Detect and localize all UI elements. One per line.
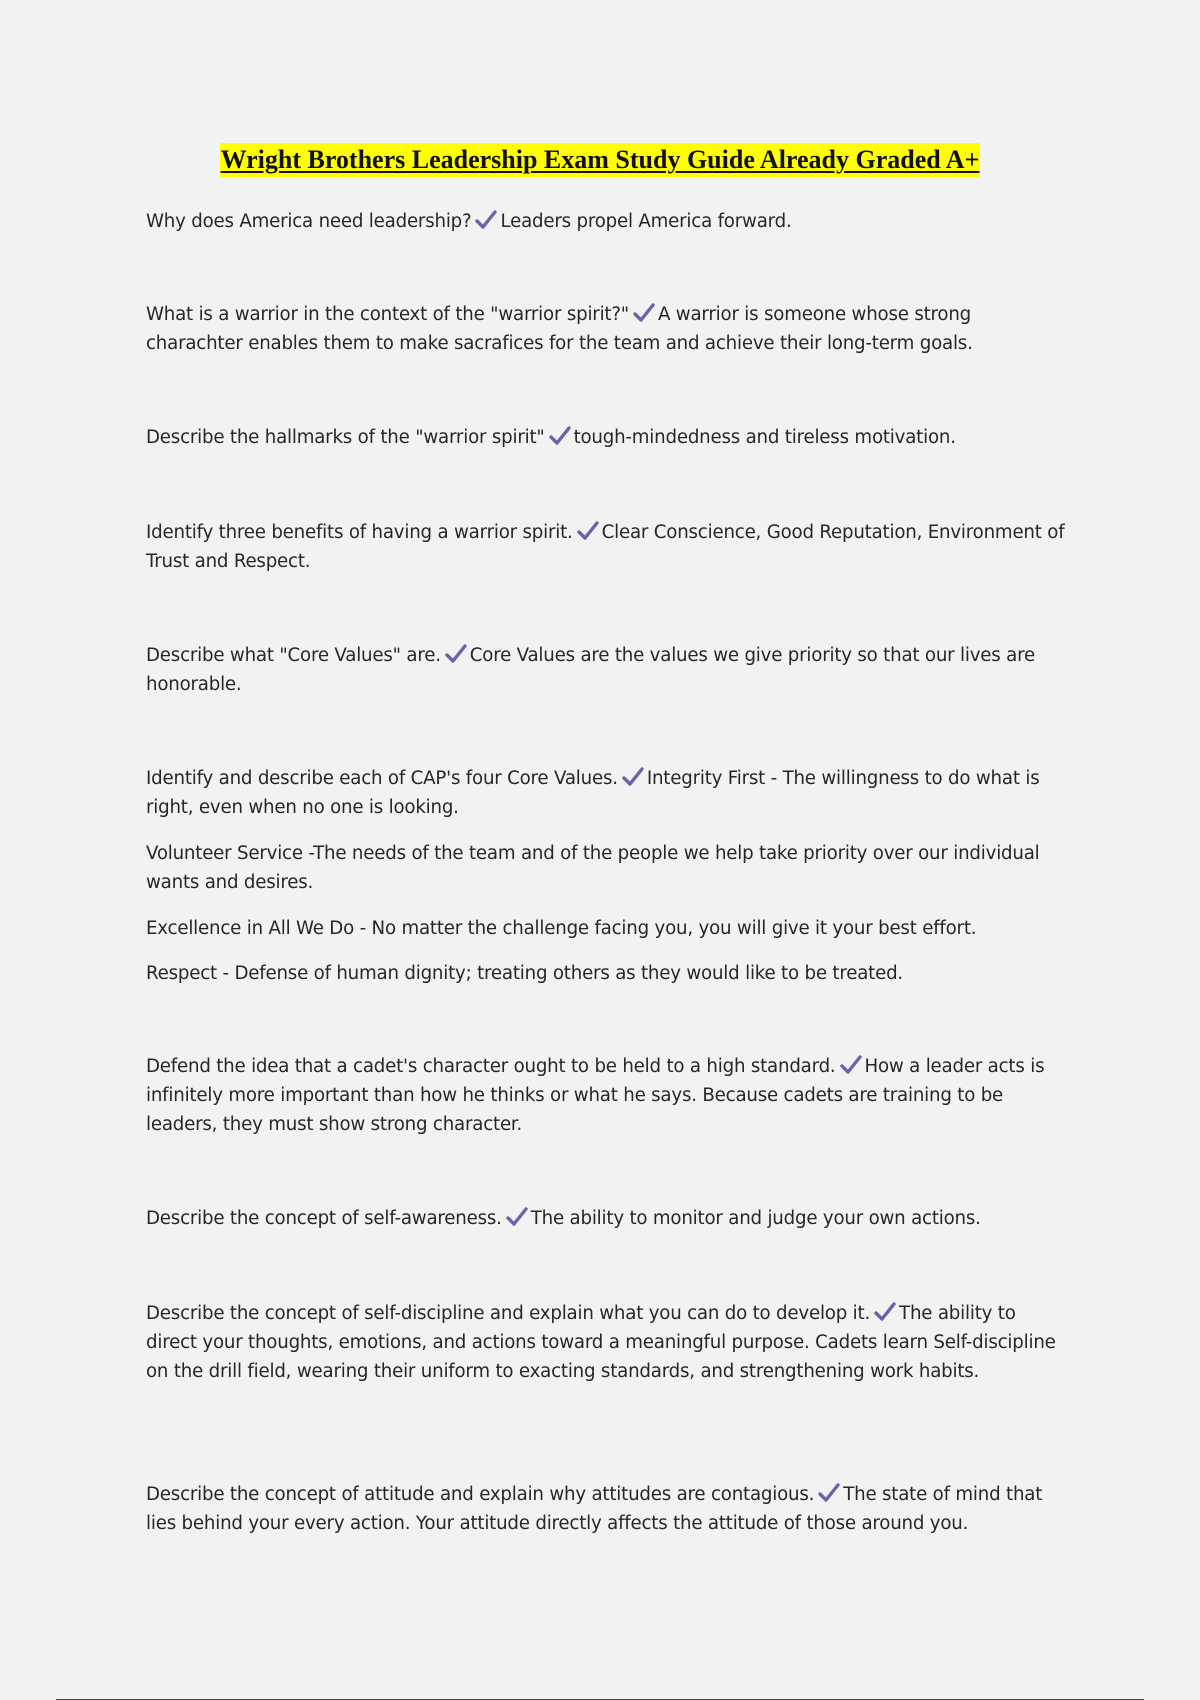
checkmark-icon: [633, 303, 655, 323]
question-text: Describe the concept of self-discipline and explain what you can do to develop it.: [146, 1303, 871, 1324]
qa-item-7: [146, 1052, 1068, 1139]
core-value-excellence: Excellence in All We Do - No matter the challenge facing you, you will give it your best effort.: [146, 918, 977, 939]
answer-text: Leaders propel America forward.: [500, 211, 792, 232]
qa-paragraph: [146, 518, 1068, 576]
qa-item-1: [146, 207, 1068, 236]
qa-paragraph: [146, 1480, 1068, 1538]
qa-item-10: [146, 1480, 1068, 1538]
qa-item-9: [146, 1299, 1068, 1386]
question-text: Identify and describe each of CAP's four Core Values.: [146, 768, 618, 789]
qa-item-8: [146, 1204, 1068, 1233]
title-wrap: [0, 143, 1200, 177]
answer-text: The ability to direct your thoughts, emotions, and actions toward a meaningful purpose. Cadets learn Self-discipline on the drill field, wearing their uniform to exacting standards, and strengthening work habits.: [146, 1303, 1056, 1382]
checkmark-icon: [445, 644, 467, 664]
qa-paragraph: [146, 423, 1068, 452]
checkmark-icon: [874, 1302, 896, 1322]
answer-text: How a leader acts is infinitely more important than how he thinks or what he says. Because cadets are training to be leaders, they must show strong character.: [146, 1056, 1045, 1135]
answer-text: The state of mind that lies behind your every action. Your attitude directly affects the attitude of those around you.: [146, 1484, 1043, 1534]
question-text: Identify three benefits of having a warrior spirit.: [146, 522, 573, 543]
question-text: Defend the idea that a cadet's character ought to be held to a high standard.: [146, 1056, 836, 1077]
answer-text: Core Values are the values we give priority so that our lives are honorable.: [146, 645, 1035, 695]
qa-paragraph: [146, 641, 1068, 699]
answer-text: Integrity First - The willingness to do what is right, even when no one is looking.: [146, 768, 1040, 818]
answer-text: A warrior is someone whose strong charachter enables them to make sacrafices for the team and achieve their long-term goals.: [146, 304, 973, 354]
checkmark-icon: [818, 1483, 840, 1503]
qa-paragraph: [146, 1204, 1068, 1233]
document-title: Wright Brothers Leadership Exam Study Guide Already Graded A+: [220, 143, 981, 177]
core-value-respect: Respect - Defense of human dignity; treating others as they would like to be treated.: [146, 963, 903, 984]
answer-text: tough-mindedness and tireless motivation.: [573, 427, 956, 448]
qa-paragraph: [146, 764, 1068, 822]
question-text: Describe the concept of self-awareness.: [146, 1208, 502, 1229]
checkmark-icon: [622, 767, 644, 787]
checkmark-icon: [577, 521, 599, 541]
checkmark-icon: [840, 1055, 862, 1075]
checkmark-icon: [506, 1207, 528, 1227]
checkmark-icon: [475, 210, 497, 230]
checkmark-icon: [549, 426, 571, 446]
qa-paragraph: [146, 1299, 1068, 1386]
qa-item-6: [146, 764, 1068, 988]
qa-item-5: [146, 641, 1068, 699]
answer-text: The ability to monitor and judge your own actions.: [530, 1208, 981, 1229]
qa-item-2: [146, 300, 1068, 358]
core-value-volunteer: Volunteer Service -The needs of the team and of the people we help take priority over our individual wants and desires.: [146, 843, 1040, 893]
qa-paragraph: [146, 207, 1068, 236]
qa-item-4: [146, 518, 1068, 576]
question-text: Why does America need leadership?: [146, 211, 472, 232]
qa-item-3: [146, 423, 1068, 452]
question-text: What is a warrior in the context of the "warrior spirit?": [146, 304, 629, 325]
question-text: Describe the concept of attitude and explain why attitudes are contagious.: [146, 1484, 815, 1505]
answer-text: Clear Conscience, Good Reputation, Environment of Trust and Respect.: [146, 522, 1065, 572]
question-text: Describe the hallmarks of the "warrior spirit": [146, 427, 545, 448]
qa-paragraph: [146, 300, 1068, 358]
question-text: Describe what "Core Values" are.: [146, 645, 441, 666]
qa-paragraph: [146, 1052, 1068, 1139]
